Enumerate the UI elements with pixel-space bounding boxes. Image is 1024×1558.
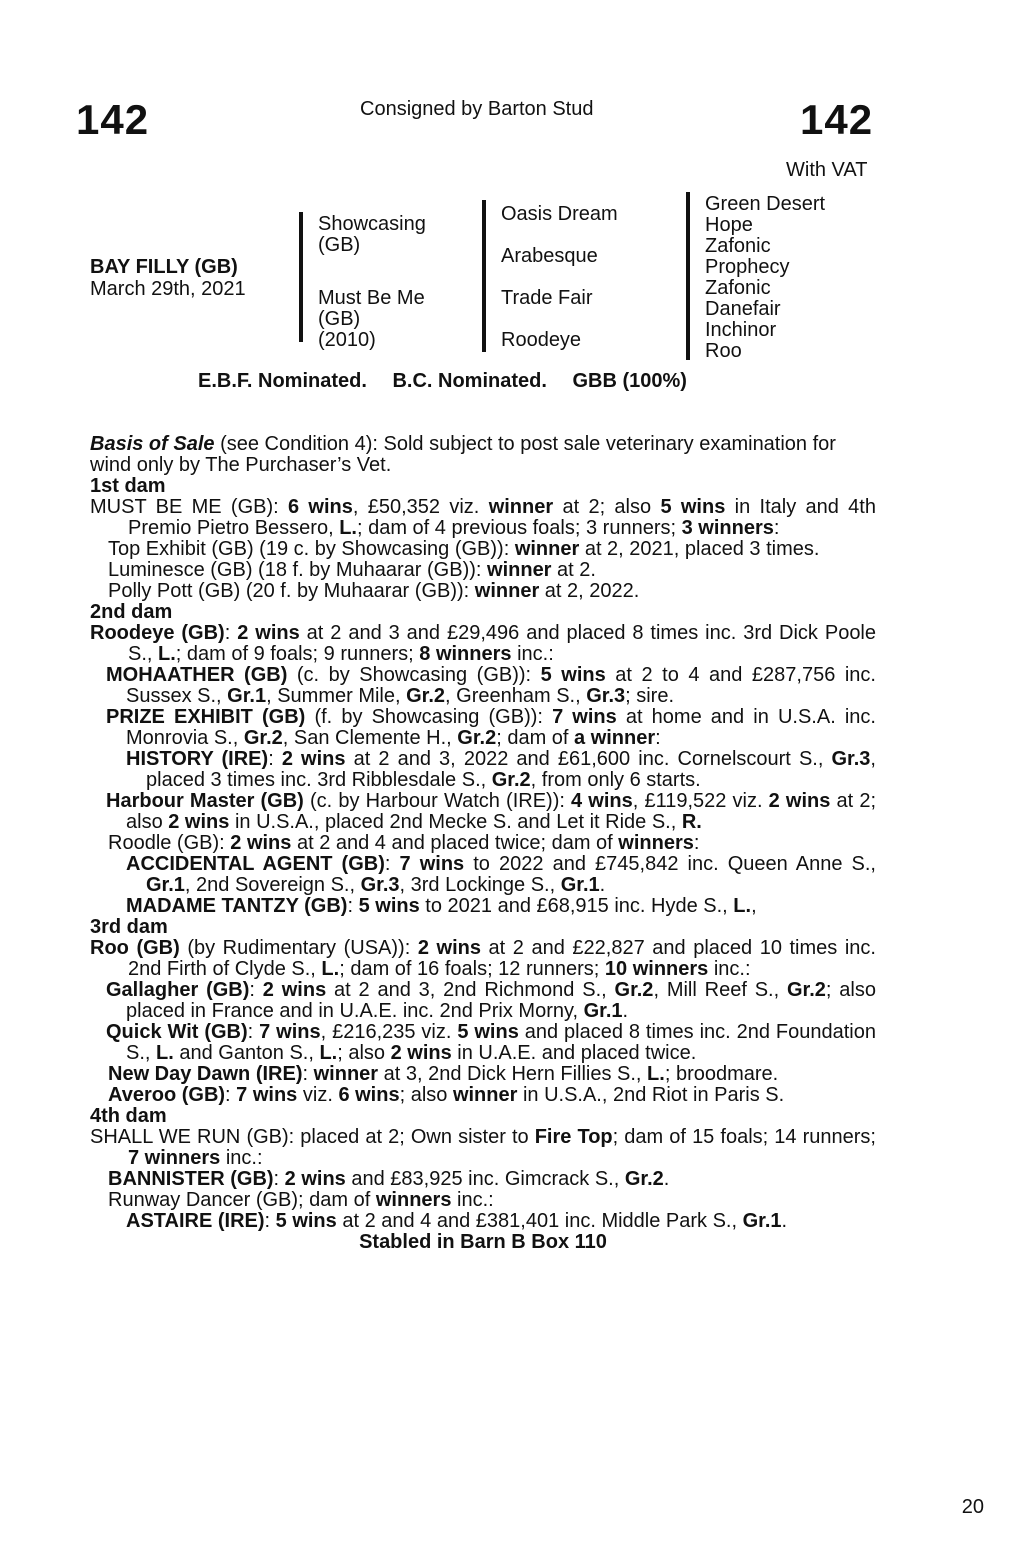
- dam4-foal-runway-dancer: Runway Dancer (GB); dam of winners inc.:: [108, 1189, 494, 1211]
- pedigree-gen3: [705, 194, 825, 362]
- section-1st-dam: 1st dam: [90, 475, 166, 497]
- gen3-4: Zafonic: [705, 277, 771, 299]
- gen2-0: Oasis Dream: [501, 203, 618, 225]
- gen3-3: Prophecy: [705, 256, 790, 278]
- basis-label: Basis of Sale: [90, 433, 215, 455]
- pedigree-sire: [318, 214, 426, 256]
- page-number: 20: [961, 1496, 984, 1518]
- dam-country: (GB): [318, 308, 361, 330]
- pedigree-gen2: [501, 204, 618, 351]
- dam1-foal-1: Top Exhibit (GB) (19 c. by Showcasing (GB)): winner at 2, 2021, placed 3 times.: [108, 538, 820, 560]
- dam4-foal-bannister: BANNISTER (GB): 2 wins and £83,925 inc. Gimcrack S., Gr.2.: [108, 1168, 670, 1190]
- bc-nomination: B.C. Nominated.: [392, 370, 547, 392]
- section-4th-dam: 4th dam: [90, 1105, 167, 1127]
- gen3-7: Roo: [705, 340, 742, 362]
- dam3-foal-averoo: Averoo (GB): 7 wins viz. 6 wins; also winner in U.S.A., 2nd Riot in Paris S.: [108, 1084, 785, 1106]
- gen3-1: Hope: [705, 214, 753, 236]
- gen3-6: Inchinor: [705, 319, 777, 341]
- gen3-2: Zafonic: [705, 235, 771, 257]
- dam4-record: SHALL WE RUN (GB): placed at 2; Own sister to Fire Top; dam of 15 foals; 14 runners; 7 winners inc.:: [90, 1126, 876, 1169]
- sire-country: (GB): [318, 234, 361, 256]
- dam2-grandfoal-accidental-agent: ACCIDENTAL AGENT (GB): 7 wins to 2022 and £745,842 inc. Queen Anne S., Gr.1, 2nd Sovereign S., Gr.3, 3rd Lockinge S., Gr.1.: [126, 853, 876, 896]
- gen2-1: Arabesque: [501, 245, 598, 267]
- pedigree-bar-3: [686, 192, 690, 360]
- pedigree-bar-2: [482, 200, 486, 352]
- pedigree-bar-1: [299, 212, 303, 342]
- consignor: Consigned by Barton Stud: [360, 98, 594, 120]
- sire-name: Showcasing: [318, 213, 426, 235]
- dam4-grandfoal-astaire: ASTAIRE (IRE): 5 wins at 2 and 4 and £381,401 inc. Middle Park S., Gr.1.: [126, 1210, 788, 1232]
- gen2-2: Trade Fair: [501, 287, 593, 309]
- dam2-foal-roodle: Roodle (GB): 2 wins at 2 and 4 and placed twice; dam of winners:: [108, 832, 700, 854]
- gbb-status: GBB (100%): [572, 370, 687, 392]
- dam3-foal-quick-wit: Quick Wit (GB): 7 wins, £216,235 viz. 5 wins and placed 8 times inc. 2nd Foundation S., L. and Ganton S., L.; also 2 wins in U.A.E. and placed twice.: [106, 1021, 876, 1064]
- vat-status: With VAT: [786, 159, 868, 181]
- gen2-3: Roodeye: [501, 329, 582, 351]
- nominations: [198, 370, 707, 393]
- horse-block: [90, 256, 246, 300]
- basis-text: (see Condition 4): Sold subject to post sale veterinary examination for wind only by The Purchaser’s Vet.: [90, 433, 836, 476]
- section-2nd-dam: 2nd dam: [90, 601, 173, 623]
- gen3-5: Danefair: [705, 298, 781, 320]
- foaling-date: March 29th, 2021: [90, 278, 246, 300]
- stabling-location: Stabled in Barn B Box 110: [359, 1231, 607, 1253]
- dam2-foal-harbour-master: Harbour Master (GB) (c. by Harbour Watch (IRE)): 4 wins, £119,522 viz. 2 wins at 2; also 2 wins in U.S.A., placed 2nd Mecke S. and Let it Ride S., R.: [106, 790, 876, 833]
- dam1-record: MUST BE ME (GB): 6 wins, £50,352 viz. winner at 2; also 5 wins in Italy and 4th Premio Pietro Bessero, L.; dam of 4 previous foals; 3 runners; 3 winners:: [90, 496, 876, 539]
- dam3-foal-gallagher: Gallagher (GB): 2 wins at 2 and 3, 2nd Richmond S., Gr.2, Mill Reef S., Gr.2; also placed in France and in U.A.E. inc. 2nd Prix Morny, Gr.1.: [106, 979, 876, 1022]
- dam-year: (2010): [318, 329, 376, 351]
- basis-of-sale: [90, 434, 876, 476]
- dam2-foal-prize-exhibit: PRIZE EXHIBIT (GB) (f. by Showcasing (GB)): 7 wins at home and in U.S.A. inc. Monrovia S., Gr.2, San Clemente H., Gr.2; dam of a winner:: [106, 706, 876, 749]
- dam3-record: Roo (GB) (by Rudimentary (USA)): 2 wins at 2 and £22,827 and placed 10 times inc. 2nd Firth of Clyde S., L.; dam of 16 foals; 12 runners; 10 winners inc.:: [90, 937, 876, 980]
- section-3rd-dam: 3rd dam: [90, 916, 168, 938]
- dam1-foal-3: Polly Pott (GB) (20 f. by Muhaarar (GB)): winner at 2, 2022.: [108, 580, 640, 602]
- dam2-foal-mohaather: MOHAATHER (GB) (c. by Showcasing (GB)): 5 wins at 2 to 4 and £287,756 inc. Sussex S., Gr.1, Summer Mile, Gr.2, Greenham S., Gr.3; sire.: [106, 664, 876, 707]
- horse-name: BAY FILLY (GB): [90, 256, 238, 278]
- dam2-record: Roodeye (GB): 2 wins at 2 and 3 and £29,496 and placed 8 times inc. 3rd Dick Poole S., L.; dam of 9 foals; 9 runners; 8 winners inc.:: [90, 622, 877, 665]
- lot-number-right: 142: [800, 96, 874, 143]
- dam1-foal-2: Luminesce (GB) (18 f. by Muhaarar (GB)): winner at 2.: [108, 559, 596, 581]
- dam-name: Must Be Me: [318, 287, 425, 309]
- gen3-0: Green Desert: [705, 193, 826, 215]
- dam2-grandfoal-history: HISTORY (IRE): 2 wins at 2 and 3, 2022 and £61,600 inc. Cornelscourt S., Gr.3, placed 3 times inc. 3rd Ribblesdale S., Gr.2, from only 6 starts.: [126, 748, 876, 791]
- dam3-foal-new-day-dawn: New Day Dawn (IRE): winner at 3, 2nd Dick Hern Fillies S., L.; broodmare.: [108, 1063, 779, 1085]
- ebf-nomination: E.B.F. Nominated.: [198, 370, 367, 392]
- pedigree-dam: [318, 288, 425, 351]
- catalogue-content: [90, 434, 876, 1253]
- lot-number-left: 142: [76, 96, 150, 143]
- dam2-grandfoal-madame-tantzy: MADAME TANTZY (GB): 5 wins to 2021 and £68,915 inc. Hyde S., L.,: [126, 895, 757, 917]
